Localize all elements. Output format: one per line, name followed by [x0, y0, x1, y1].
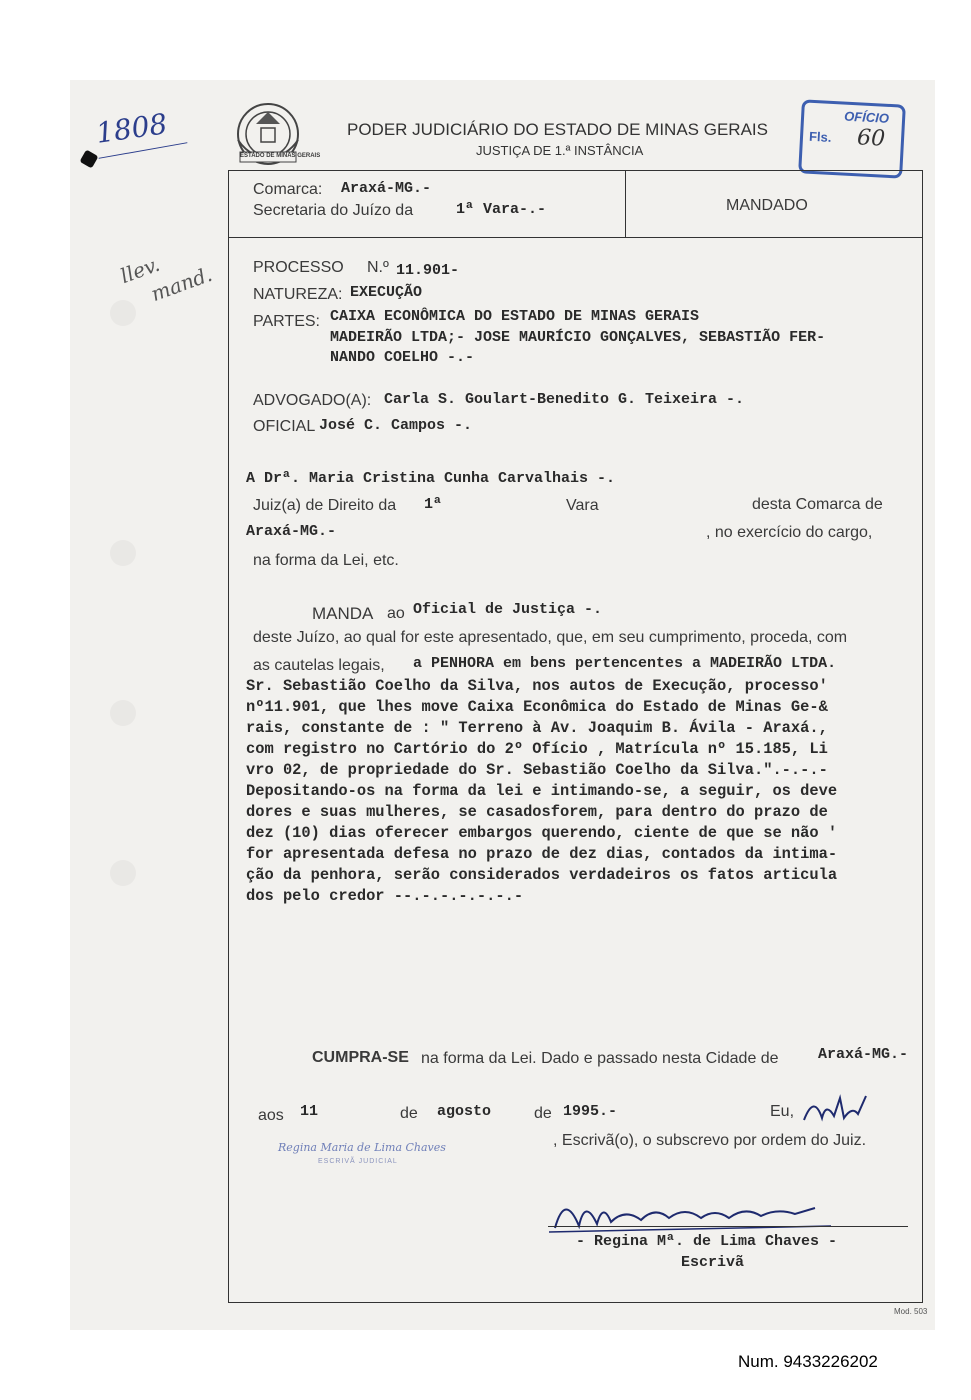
clerk-stamp-role: ESCRIVÃ JUDICIAL	[318, 1158, 398, 1165]
body-line: Depositando-os na forma da lei e intimando-se, a seguir, os deve	[246, 782, 838, 800]
processo-numero: 11.901-	[396, 262, 460, 279]
intro-line-1: deste Juízo, ao qual for este apresentado, que, em seu cumprimento, proceda, com	[253, 629, 848, 646]
processo-label: PROCESSO	[253, 259, 344, 276]
secretaria-value: 1ª Vara-.-	[456, 201, 547, 218]
secretaria-label: Secretaria do Juízo da	[253, 202, 414, 219]
closing-cidade: Araxá-MG.-	[818, 1046, 909, 1063]
form-code: Mod. 503	[894, 1307, 928, 1316]
stamp-fls-label: Fls.	[808, 128, 832, 145]
body-line: dez (10) dias oferecer embargos querendo, ciente de que se não '	[246, 824, 838, 842]
juiz-cidade: Araxá-MG.-	[246, 523, 337, 540]
seal-text: ESTADO DE MINAS GERAIS	[240, 153, 321, 159]
manda-label: MANDA	[312, 604, 374, 623]
juiz-nome: A Drª. Maria Cristina Cunha Carvalhais -.	[246, 470, 616, 487]
comarca-label: Comarca:	[253, 181, 323, 198]
juiz-label: Juiz(a) de Direito da	[253, 497, 397, 514]
court-title: PODER JUDICIÁRIO DO ESTADO DE MINAS GERAIS	[347, 120, 768, 139]
signer-role: Escrivã	[681, 1254, 745, 1271]
body-line: rais, constante de : " Terreno à Av. Joaquim B. Ávila - Araxá.,	[246, 719, 828, 737]
signer-name: - Regina Mª. de Lima Chaves -	[576, 1233, 838, 1250]
eu-label: Eu,	[770, 1103, 795, 1120]
partes-line: NANDO COELHO -.-	[330, 349, 475, 366]
stamp-title: OFÍCIO	[843, 108, 890, 126]
punch-hole	[110, 700, 136, 726]
document-number: Num. 9433226202	[738, 1352, 878, 1371]
form-header-divider	[625, 170, 626, 238]
margin-number: 1808	[94, 107, 170, 150]
forma-text: na forma da Lei, etc.	[253, 552, 399, 569]
body-line: dores e suas mulheres, se casadosforem, para dentro do prazo de	[246, 803, 828, 821]
stamp-fls-value: 60	[856, 125, 886, 152]
escriva-text: , Escrivã(o), o subscrevo por ordem do Juiz.	[553, 1132, 867, 1149]
closing-ano: 1995.-	[563, 1103, 618, 1120]
oficial-value: José C. Campos -.	[319, 417, 473, 434]
de-label: de	[400, 1105, 418, 1122]
body-line: com registro no Cartório do 2º Ofício , Matrícula nº 15.185, Li	[246, 740, 828, 758]
clerk-signature	[545, 1188, 835, 1238]
oficial-label: OFICIAL	[253, 418, 316, 435]
document-type: MANDADO	[726, 197, 808, 214]
aos-label: aos	[258, 1107, 284, 1124]
punch-hole	[110, 540, 136, 566]
body-line: for apresentada defesa no prazo de dez dias, contados da intima-	[246, 845, 838, 863]
body-line: ção da penhora, serão considerados verdadeiros os fatos articula	[246, 866, 838, 884]
advogado-value: Carla S. Goulart-Benedito G. Teixeira -.	[384, 391, 745, 408]
punch-hole	[110, 860, 136, 886]
destinatario: Oficial de Justiça -.	[413, 601, 603, 618]
cumpra-text: na forma da Lei. Dado e passado nesta Cidade de	[421, 1050, 779, 1067]
natureza-value: EXECUÇÃO	[350, 284, 423, 301]
partes-line: MADEIRÃO LTDA;- JOSE MAURÍCIO GONÇALVES, SEBASTIÃO FER-	[330, 329, 826, 346]
office-stamp	[798, 99, 906, 178]
comarca-value: Araxá-MG.-	[341, 180, 432, 197]
advogado-label: ADVOGADO(A):	[253, 392, 372, 409]
vara-label: Vara	[566, 497, 599, 514]
ao-label: ao	[387, 605, 405, 622]
body-line: nº11.901, que lhes move Caixa Econômica do Estado de Minas Ge-&	[246, 698, 828, 716]
court-subtitle: JUSTIÇA DE 1.ª INSTÂNCIA	[476, 143, 644, 158]
body-line: vro 02, de propriedade do Sr. Sebastião Coelho da Silva.".-.-.-	[246, 761, 828, 779]
natureza-label: NATUREZA:	[253, 286, 343, 303]
margin-note-2: mand.	[147, 261, 216, 307]
signature-line	[548, 1226, 908, 1227]
partes-line: CAIXA ECONÔMICA DO ESTADO DE MINAS GERAIS	[330, 308, 700, 325]
closing-dia: 11	[300, 1103, 319, 1120]
cumpra-label: CUMPRA-SE	[312, 1049, 409, 1066]
punch-hole	[110, 300, 136, 326]
exercicio-text: , no exercício do cargo,	[706, 524, 873, 541]
body-first-line: a PENHORA em bens pertencentes a MADEIRÃO LTDA.	[413, 655, 837, 672]
partes-label: PARTES:	[253, 313, 320, 330]
comarca-de-label: desta Comarca de	[752, 496, 883, 513]
vara-numero: 1ª	[424, 496, 443, 513]
margin-note-1: llev.	[117, 251, 163, 289]
de2-label: de	[534, 1105, 552, 1122]
intro-line-2: as cautelas legais,	[253, 657, 385, 674]
numero-label: N.º	[367, 259, 389, 276]
initials-signature	[800, 1092, 870, 1126]
body-line: dos pelo credor --.-.-.-.-.-.-	[246, 887, 524, 905]
clerk-stamp-name: Regina Maria de Lima Chaves	[278, 1141, 446, 1154]
closing-mes: agosto	[437, 1103, 492, 1120]
body-line: Sr. Sebastião Coelho da Silva, nos autos de Execução, processo'	[246, 677, 828, 695]
